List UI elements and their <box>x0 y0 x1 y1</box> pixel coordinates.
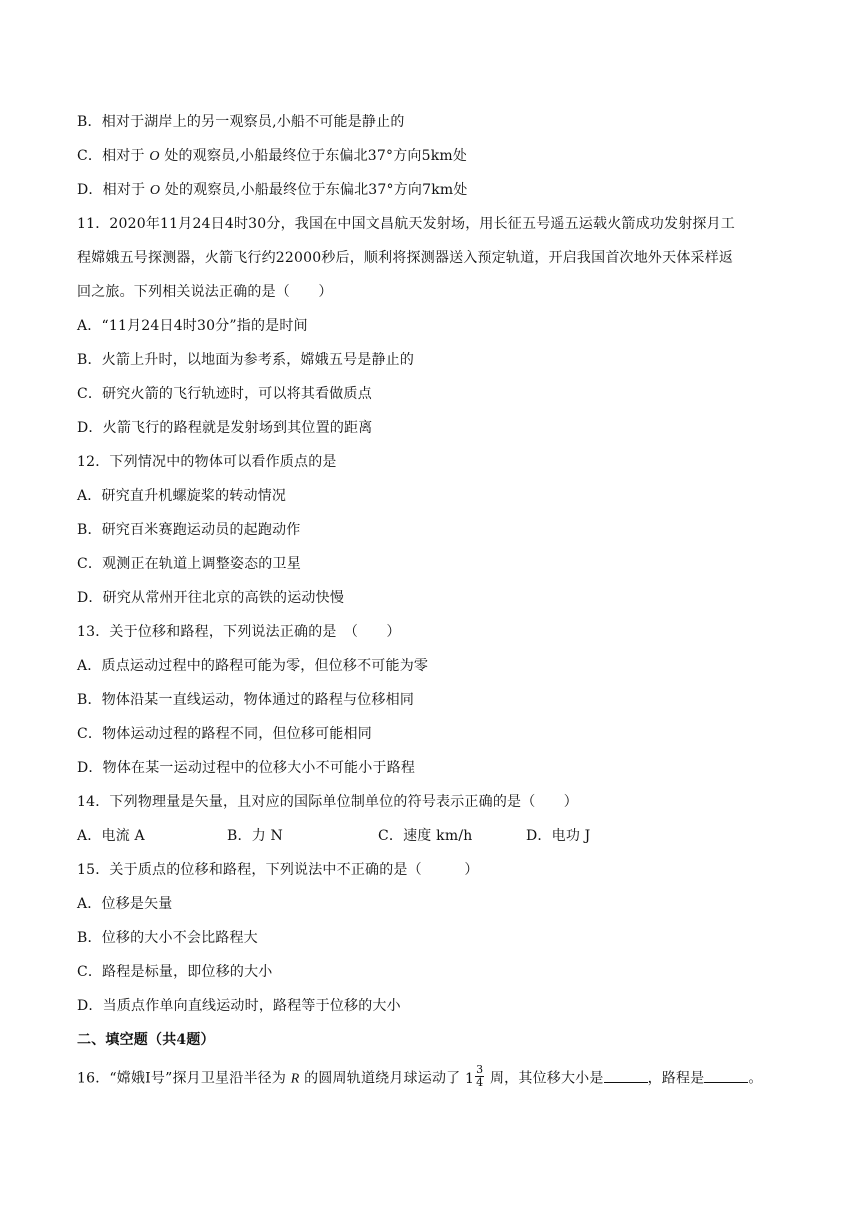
q16-blank-displacement[interactable] <box>604 1068 648 1083</box>
q10-option-d-point: O <box>149 183 161 198</box>
q15-option-a: A．位移是矢量 <box>77 896 173 912</box>
q14-option-c: C．速度 km/h <box>378 828 473 844</box>
q16-stem <box>77 1063 763 1091</box>
q16-numerator: 3 <box>476 1063 484 1076</box>
q16-pre: 16．“嫦娥I号”探月卫星沿半径为 <box>77 1070 287 1087</box>
q10-option-b: B．相对于湖岸上的另一观察员,小船不可能是静止的 <box>77 114 405 130</box>
q10-option-c-post: 处的观察员,小船最终位于东偏北37°方向5km处 <box>164 148 468 164</box>
q12-option-c: C．观测正在轨道上调整姿态的卫星 <box>77 556 301 572</box>
q15-option-b: B．位移的大小不会比路程大 <box>77 930 258 946</box>
q15-option-d: D．当质点作单向直线运动时，路程等于位移的大小 <box>77 998 401 1014</box>
q16-fraction <box>475 1064 484 1089</box>
q14-option-b: B．力 N <box>227 828 283 844</box>
q16-radius: R <box>290 1071 300 1087</box>
q16-end: 。 <box>748 1070 763 1087</box>
q13-option-c: C．物体运动过程的路程不同，但位移可能相同 <box>77 726 372 742</box>
q14-stem: 14．下列物理量是矢量，且对应的国际单位制单位的符号表示正确的是（ ） <box>77 794 579 810</box>
q16-blank-distance[interactable] <box>704 1068 748 1083</box>
q15-stem: 15．关于质点的位移和路程，下列说法中不正确的是（ ） <box>77 862 479 878</box>
section-heading-fill-in: 二、填空题（共4题） <box>77 1032 215 1048</box>
q13-option-a: A．质点运动过程中的路程可能为零，但位移不可能为零 <box>77 658 429 674</box>
q12-option-b: B．研究百米赛跑运动员的起跑动作 <box>77 522 301 538</box>
q12-stem: 12．下列情况中的物体可以看作质点的是 <box>77 454 337 470</box>
q10-option-c-point: O <box>149 149 160 164</box>
q16-mid: 的圆周轨道绕月球运动了 <box>304 1070 461 1087</box>
q13-option-b: B．物体沿某一直线运动，物体通过的路程与位移相同 <box>77 692 415 708</box>
q10-option-d <box>77 180 468 201</box>
q16-post1: 周，其位移大小是 <box>489 1070 604 1087</box>
q11-stem-line1: 11．2020年11月24日4时30分，我国在中国文昌航天发射场，用长征五号遥五运载火箭成功发射探月工 <box>77 216 735 232</box>
q14-option-a: A．电流 A <box>77 828 145 844</box>
q11-option-b: B．火箭上升时，以地面为参考系，嫦娥五号是静止的 <box>77 352 415 368</box>
q14-option-d: D．电功 J <box>526 828 591 844</box>
q16-post2: ，路程是 <box>647 1070 705 1087</box>
q11-stem-line3: 回之旅。下列相关说法正确的是（ ） <box>77 284 333 300</box>
q11-option-d: D．火箭飞行的路程就是发射场到其位置的距离 <box>77 420 373 436</box>
q10-option-d-post: 处的观察员,小船最终位于东偏北37°方向7km处 <box>164 182 468 198</box>
q12-option-d: D．研究从常州开往北京的高铁的运动快慢 <box>77 590 345 606</box>
q10-option-c-pre: C．相对于 <box>77 148 145 164</box>
q12-option-a: A．研究直升机螺旋桨的转动情况 <box>77 488 287 504</box>
q11-stem-line2: 程嫦娥五号探测器，火箭飞行约22000秒后，顺利将探测器送入预定轨道，开启我国首次地外天体采样返 <box>77 250 734 266</box>
q10-option-d-pre: D．相对于 <box>77 182 146 198</box>
q11-option-a: A．“11月24日4时30分”指的是时间 <box>77 318 308 334</box>
q14-options-row <box>77 826 777 846</box>
q16-whole: 1 <box>465 1070 475 1087</box>
q15-option-c: C．路程是标量，即位移的大小 <box>77 964 273 980</box>
q13-stem: 13．关于位移和路程，下列说法正确的是 （ ） <box>77 624 401 640</box>
q16-denominator: 4 <box>476 1076 484 1089</box>
q16-mixed-number <box>465 1063 485 1089</box>
q11-option-c: C．研究火箭的飞行轨迹时，可以将其看做质点 <box>77 386 372 402</box>
q10-option-c <box>77 146 467 167</box>
q13-option-d: D．物体在某一运动过程中的位移大小不可能小于路程 <box>77 760 416 776</box>
